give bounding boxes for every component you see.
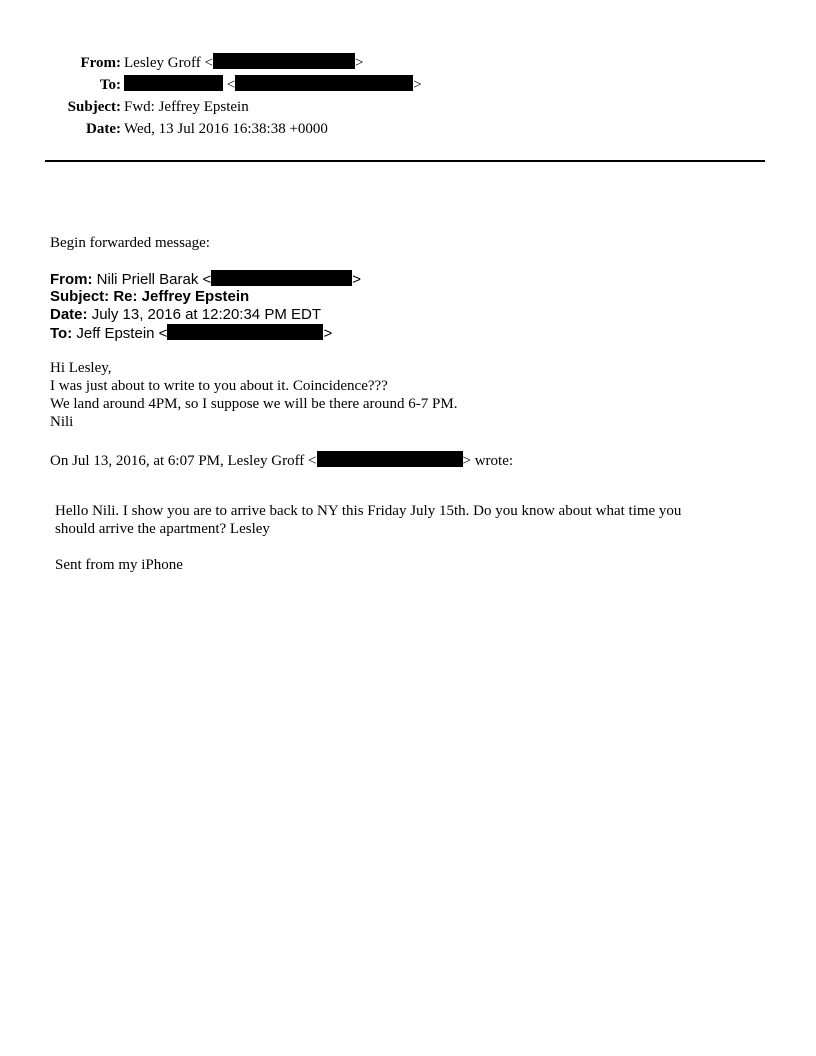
redaction-block [167,324,323,340]
redaction-block [213,53,355,69]
fwd-from-row [50,270,361,289]
quote-header [50,451,513,470]
quote-header-prefix: On Jul 13, 2016, at 6:07 PM, Lesley Groff < [50,453,317,469]
header-to-close: > [413,77,422,93]
header-date-label: Date: [86,121,121,137]
header-subject-label: Subject: [67,99,121,115]
fwd-subject-label: Subject: Re: Jeffrey Epstein [50,288,250,305]
fwd-from-value: Nili Priell Barak < [96,271,212,288]
header-from-row [0,52,816,74]
header-from-name: Lesley Groff < [124,55,213,71]
signature: Sent from my iPhone [55,557,183,573]
forward-intro: Begin forwarded message: [50,235,210,251]
redaction-block [317,451,463,467]
redaction-block [235,75,413,91]
header-subject-row [0,96,816,118]
reply-line: We land around 4PM, so I suppose we will be there around 6-7 PM. [50,396,458,412]
quote-header-suffix: > wrote: [462,453,514,469]
fwd-subject-row [50,288,249,306]
fwd-to-label: To: [50,325,73,342]
header-to-label: To: [99,77,121,93]
header-divider [45,160,765,162]
header-to-open: < [226,77,236,93]
reply-line: Hi Lesley, [50,360,112,376]
header-date-row [0,118,816,140]
redaction-block [124,75,223,91]
fwd-from-close: > [352,271,362,288]
header-date-value: Wed, 13 Jul 2016 16:38:38 +0000 [124,121,328,137]
fwd-to-close: > [323,325,333,342]
fwd-date-row [50,306,321,324]
fwd-date-label: Date: [50,306,88,323]
reply-line: Nili [50,414,74,430]
fwd-from-label: From: [50,271,93,288]
header-from-value [124,52,363,74]
redaction-block [211,270,352,286]
header-to-row [0,74,816,96]
header-from-label: From: [80,55,121,71]
header-from-close: > [355,55,364,71]
header-subject-value: Fwd: Jeffrey Epstein [124,99,249,115]
fwd-to-value: Jeff Epstein < [76,325,168,342]
quoted-line: Hello Nili. I show you are to arrive back to NY this Friday July 15th. Do you know about what time you [55,503,682,519]
quoted-line: should arrive the apartment? Lesley [55,521,270,537]
fwd-date-value: July 13, 2016 at 12:20:34 PM EDT [91,306,321,323]
fwd-to-row [50,324,332,343]
header-to-value [124,74,422,96]
reply-line: I was just about to write to you about it. Coincidence??? [50,378,388,394]
